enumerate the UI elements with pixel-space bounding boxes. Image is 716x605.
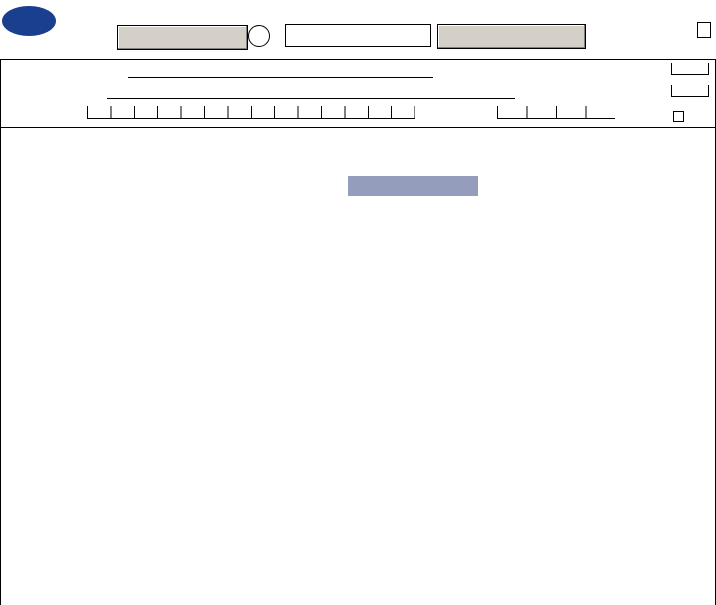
page-title	[285, 24, 431, 47]
neant-checkbox[interactable]	[673, 111, 684, 122]
ape-input[interactable]	[497, 106, 615, 119]
capital-amort-shaded-cell	[348, 176, 478, 196]
dgi-page-box	[697, 22, 711, 38]
duree-precedent-input[interactable]	[671, 85, 709, 97]
reset-form-button[interactable]	[437, 24, 586, 49]
siret-input[interactable]	[87, 106, 415, 119]
validate-print-button[interactable]	[117, 25, 248, 50]
cerfa-logo	[2, 6, 56, 36]
duree-input[interactable]	[671, 63, 709, 75]
adresse-input[interactable]	[107, 98, 515, 99]
identification-block	[0, 59, 716, 128]
designation-line	[128, 77, 433, 78]
actif-table	[0, 128, 716, 605]
step-number-circle	[248, 25, 270, 47]
